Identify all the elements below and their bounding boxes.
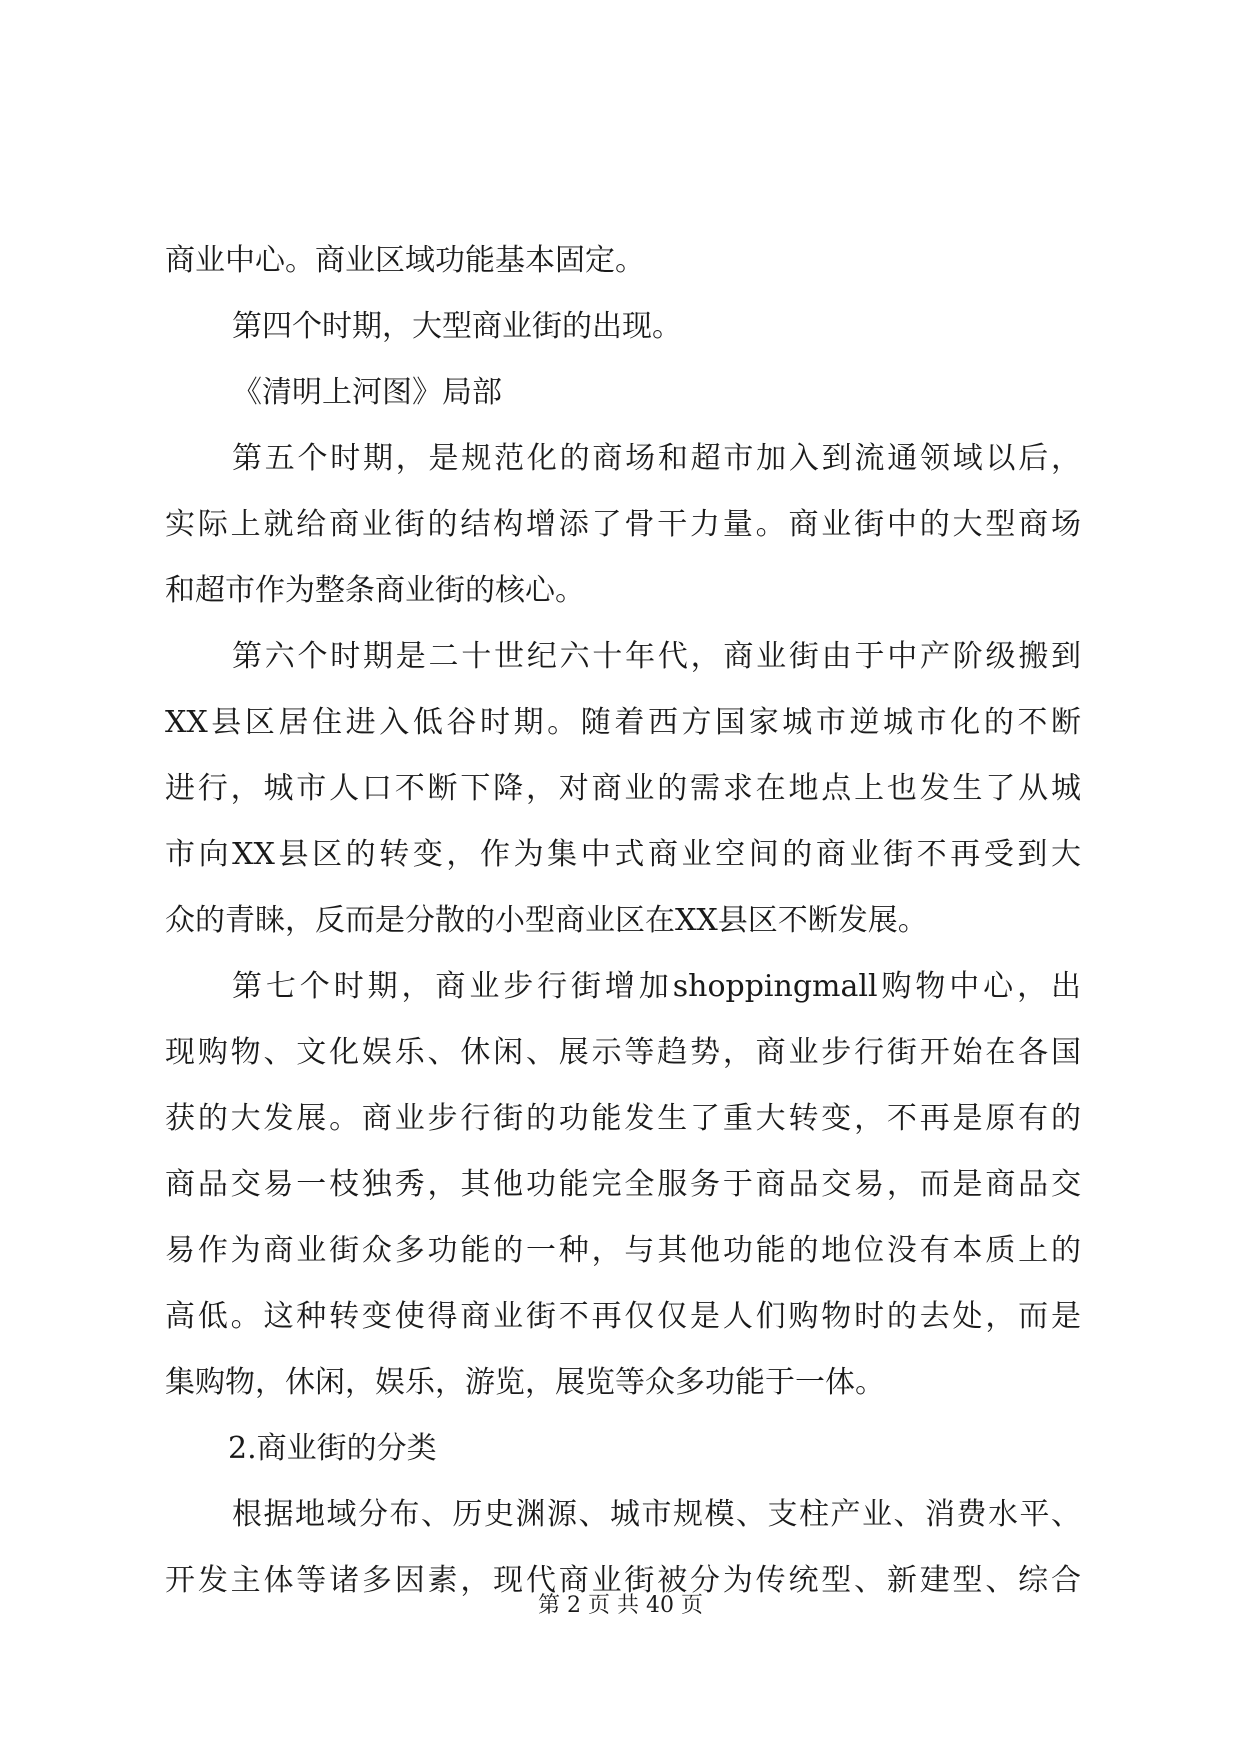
text-line: 进行，城市人口不断下降，对商业的需求在地点上也发生了从城	[165, 771, 1081, 806]
text-line: 商业中心。商业区域功能基本固定。	[165, 243, 645, 278]
text-line: 易作为商业街众多功能的一种，与其他功能的地位没有本质上的	[165, 1233, 1081, 1268]
text-line: 高低。这种转变使得商业街不再仅仅是人们购物时的去处，而是	[165, 1299, 1081, 1334]
text-line: 商品交易一枝独秀，其他功能完全服务于商品交易，而是商品交	[165, 1167, 1081, 1202]
text-line: 第六个时期是二十世纪六十年代，商业街由于中产阶级搬到	[232, 639, 1081, 674]
text-line: 《清明上河图》局部	[232, 375, 502, 410]
page-number-footer: 第 2 页 共 40 页	[538, 1593, 703, 1618]
document-body	[165, 228, 1081, 1614]
text-line: 第七个时期，商业步行街增加shoppingmall购物中心，出	[232, 969, 1081, 1004]
text-line: 实际上就给商业街的结构增添了骨干力量。商业街中的大型商场	[165, 507, 1081, 542]
text-line: 众的青睐，反而是分散的小型商业区在XX县区不断发展。	[165, 903, 928, 938]
text-line: 现购物、文化娱乐、休闲、展示等趋势，商业步行街开始在各国	[165, 1035, 1081, 1070]
text-line: 第五个时期，是规范化的商场和超市加入到流通领域以后，	[232, 441, 1081, 476]
text-line: 获的大发展。商业步行街的功能发生了重大转变，不再是原有的	[165, 1101, 1081, 1136]
section-heading: 2.商业街的分类	[228, 1431, 437, 1466]
text-line: 开发主体等诸多因素，现代商业街被分为传统型、新建型、综合	[165, 1563, 1081, 1598]
text-line: 和超市作为整条商业街的核心。	[165, 573, 585, 608]
text-line: 市向XX县区的转变，作为集中式商业空间的商业街不再受到大	[165, 837, 1081, 872]
text-line: 第四个时期，大型商业街的出现。	[232, 309, 682, 344]
text-line: 集购物，休闲，娱乐，游览，展览等众多功能于一体。	[165, 1365, 885, 1400]
text-line: XX县区居住进入低谷时期。随着西方国家城市逆城市化的不断	[165, 705, 1081, 740]
text-line: 根据地域分布、历史渊源、城市规模、支柱产业、消费水平、	[232, 1497, 1081, 1532]
